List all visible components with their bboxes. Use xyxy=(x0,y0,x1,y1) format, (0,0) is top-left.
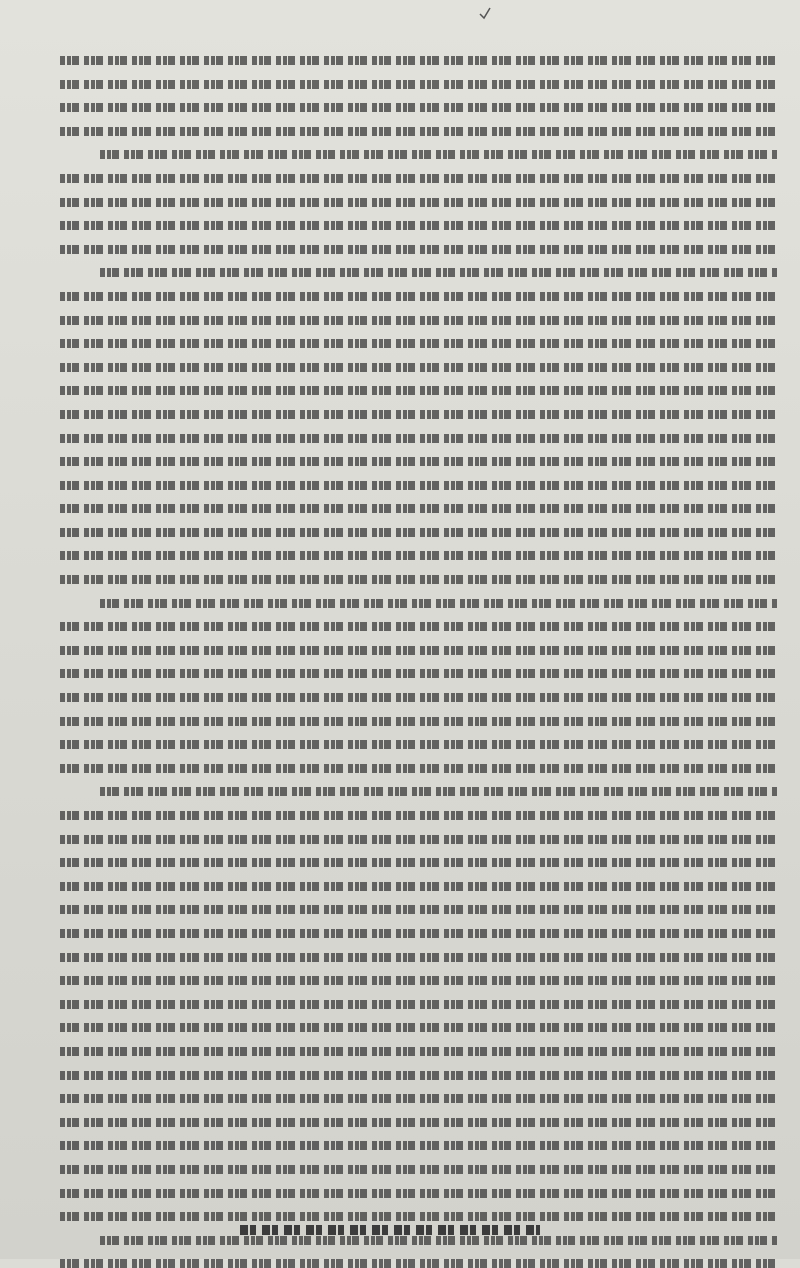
text-line xyxy=(60,221,778,230)
text-line xyxy=(100,150,778,159)
text-line xyxy=(60,316,778,325)
check-mark-icon xyxy=(478,6,492,20)
text-line xyxy=(60,1259,778,1268)
text-line xyxy=(60,481,778,490)
text-line xyxy=(60,1141,778,1150)
text-line xyxy=(60,245,778,254)
text-line xyxy=(60,174,778,183)
text-line xyxy=(60,1023,778,1032)
text-line xyxy=(60,622,778,631)
text-line xyxy=(60,1165,778,1174)
text-line xyxy=(60,905,778,914)
text-line xyxy=(60,504,778,513)
text-line xyxy=(60,669,778,678)
text-line xyxy=(60,339,778,348)
text-line xyxy=(60,103,778,112)
text-line xyxy=(60,551,778,560)
text-line xyxy=(60,858,778,867)
text-line xyxy=(60,80,778,89)
text-line xyxy=(60,198,778,207)
text-line xyxy=(60,646,778,655)
text-line xyxy=(60,929,778,938)
text-line xyxy=(60,1118,778,1127)
text-line xyxy=(60,764,778,773)
text-line xyxy=(60,1212,778,1221)
body-text-block xyxy=(60,56,778,1189)
text-line xyxy=(60,740,778,749)
text-line xyxy=(60,1047,778,1056)
text-line xyxy=(60,363,778,372)
text-line xyxy=(100,268,778,277)
text-line xyxy=(60,976,778,985)
text-line xyxy=(60,56,778,65)
text-line xyxy=(60,835,778,844)
text-line xyxy=(100,787,778,796)
text-line xyxy=(60,717,778,726)
text-line xyxy=(100,599,778,608)
text-line xyxy=(60,575,778,584)
text-line xyxy=(60,1071,778,1080)
text-line xyxy=(60,1094,778,1103)
text-line xyxy=(60,528,778,537)
text-line xyxy=(60,127,778,136)
text-line xyxy=(60,410,778,419)
text-line xyxy=(60,1189,778,1198)
text-line xyxy=(60,457,778,466)
text-line xyxy=(100,1236,778,1245)
text-line xyxy=(60,292,778,301)
text-line xyxy=(60,693,778,702)
text-line xyxy=(60,811,778,820)
text-line xyxy=(60,882,778,891)
text-line xyxy=(60,434,778,443)
text-line xyxy=(60,386,778,395)
text-line xyxy=(60,953,778,962)
text-line xyxy=(60,1000,778,1009)
footer-text xyxy=(240,1225,540,1235)
